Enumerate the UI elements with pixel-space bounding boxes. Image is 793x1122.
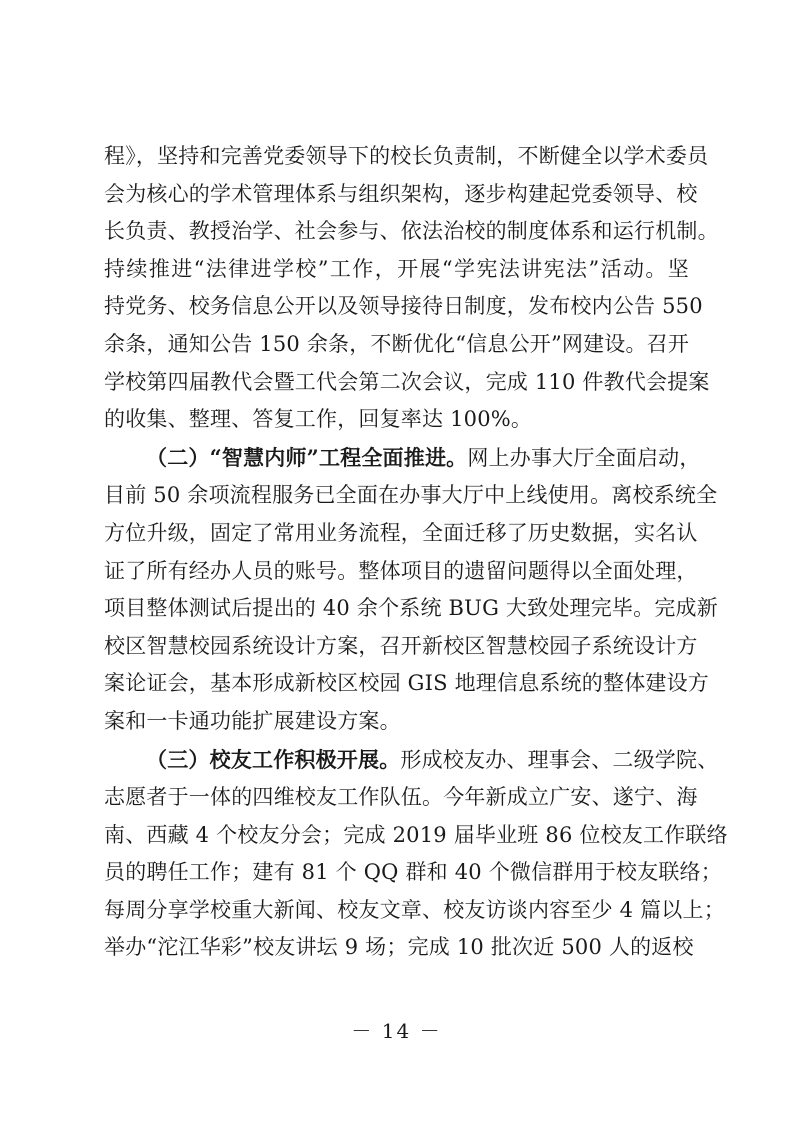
text-line [104,741,719,780]
text-line: 持续推进“法律进学校”工作，开展“学宪法讲宪法”活动。坚 [104,256,689,281]
paragraph-governance [104,138,719,439]
text-line: 方位升级，固定了常用业务流程，全面迁移了历史数据，实名认 [104,520,698,545]
page-number: － 14 － [351,1019,442,1043]
paragraph-smart-campus [104,439,718,741]
text-line: 长负责、教授治学、社会参与、依法治校的制度体系和运行机制。 [104,219,719,244]
text-line: 案和一卡通功能扩展建设方案。 [104,708,401,733]
text-line: 学校第四届教代会暨工代会第二次会议，完成 110 件教代会提案 [104,369,710,394]
text-line: 持党务、校务信息公开以及领导接待日制度，发布校内公告 550 [104,294,703,319]
text-line: 每周分享学校重大新闻、校友文章、校友访谈内容至少 4 篇以上； [104,897,725,922]
text-fragment: 形成校友办、理事会、二级学院、 [400,747,719,772]
body-text [104,138,728,967]
text-line: 目前 50 余项流程服务已全面在办事大厅中上线使用。离校系统全 [104,483,718,508]
text-line: 余条，通知公告 150 余条，不断优化“信息公开”网建设。召开 [104,331,690,356]
section-heading: （三）校友工作积极开展。 [146,746,401,772]
text-line: 志愿者于一体的四维校友工作队伍。今年新成立广安、遂宁、海 [104,785,698,810]
text-line: 南、西藏 4 个校友分会；完成 2019 届毕业班 86 位校友工作联络 [104,822,728,847]
text-line: 案论证会，基本形成新校区校园 GIS 地理信息系统的整体建设方 [104,671,710,696]
text-line: 证了所有经办人员的账号。整体项目的遗留问题得以全面处理， [104,558,698,583]
text-line: 员的聘任工作；建有 81 个 QQ 群和 40 个微信群用于校友联络； [104,860,722,885]
text-fragment: 网上办事大厅全面启动， [467,445,701,470]
text-line: 校区智慧校园系统设计方案，召开新校区智慧校园子系统设计方 [104,633,698,658]
text-line: 举办“沱江华彩”校友讲坛 9 场；完成 10 批次近 500 人的返校 [104,935,694,960]
text-line: 的收集、整理、答复工作，回复率达 100%。 [104,407,533,432]
text-line: 项目整体测试后提出的 40 余个系统 BUG 大致处理完毕。完成新 [104,596,718,621]
text-line: 程》，坚持和完善党委领导下的校长负责制，不断健全以学术委员 [104,144,709,168]
section-heading: （二）“智慧内师”工程全面推进。 [146,444,468,470]
text-line [104,439,701,478]
text-line: 会为核心的学术管理体系与组织架构，逐步构建起党委领导、校 [104,181,698,206]
paragraph-alumni [104,741,728,968]
